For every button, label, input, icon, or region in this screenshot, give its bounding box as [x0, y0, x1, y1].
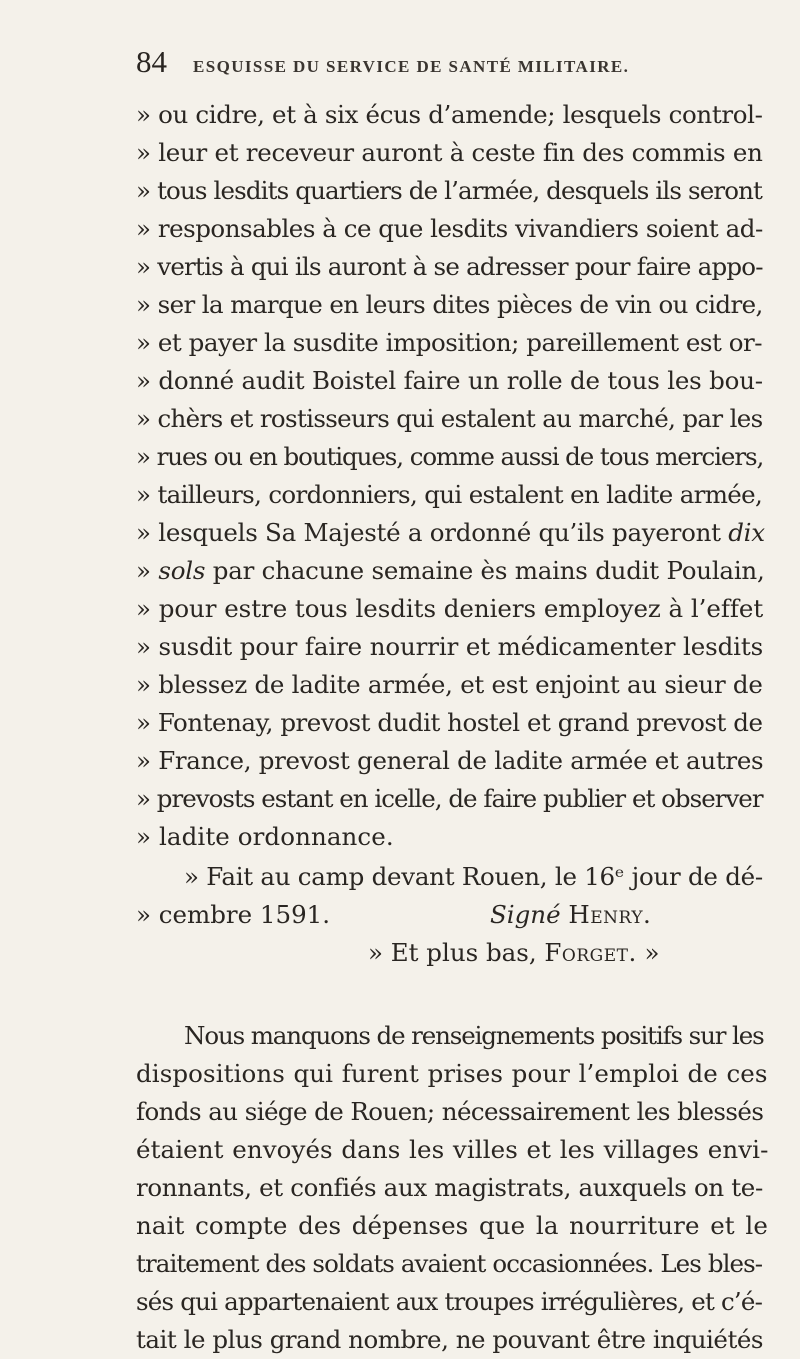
paragraph-line: fonds au siége de Rouen; nécessairement les blessés: [136, 1097, 764, 1126]
page-header: [136, 44, 629, 84]
signed-label: Signé: [490, 900, 561, 929]
paragraph-line: tait le plus grand nombre, ne pouvant être inquiétés: [136, 1325, 763, 1354]
quote-line: » ladite ordonnance.: [136, 822, 394, 851]
quote-line: » blessez de ladite armée, et est enjoint au sieur de: [136, 670, 763, 699]
quote-line: » rues ou en boutiques, comme aussi de tous merciers,: [136, 442, 764, 471]
paragraph-line: étaient envoyés dans les villes et les villages envi-: [136, 1135, 769, 1164]
quote-line: » susdit pour faire nourrir et médicamenter lesdits: [136, 632, 764, 661]
countersign-name: Forget.: [544, 938, 637, 967]
quote-line: » tailleurs, cordonniers, qui estalent en ladite armée,: [136, 480, 763, 509]
quote-line: » vertis à qui ils auront à se adresser pour faire appo-: [136, 252, 763, 281]
quote-line-text: » lesquels Sa Majesté a ordonné qu’ils payeront: [136, 518, 729, 547]
quote-line-italic: dix: [728, 518, 765, 547]
countersign-suffix: »: [636, 938, 660, 967]
closing-date: » cembre 1591.: [136, 900, 331, 929]
quote-line: » donné audit Boistel faire un rolle de tous les bou-: [136, 366, 763, 395]
quote-mark: »: [136, 556, 159, 585]
quote-line: » et payer la susdite imposition; pareillement est or-: [136, 328, 763, 357]
quote-line: [136, 552, 765, 590]
paragraph-line: Nous manquons de renseignements positifs sur les: [184, 1021, 764, 1050]
quote-line: » tous lesdits quartiers de l’armée, desquels ils seront: [136, 176, 763, 205]
paragraph-line: sés qui appartenaient aux troupes irrégulières, et c’é-: [136, 1287, 763, 1316]
quote-line: » chèrs et rostisseurs qui estalent au marché, par les: [136, 404, 763, 433]
page-number: 84: [136, 44, 167, 79]
closing-line: » Fait au camp devant Rouen, le 16ᵉ jour de dé-: [184, 862, 763, 891]
quote-line: » leur et receveur auront à ceste fin des commis en: [136, 138, 763, 167]
paragraph-line: dispositions qui furent prises pour l’emploi de ces: [136, 1059, 768, 1088]
quote-line: » Fontenay, prevost dudit hostel et grand prevost de: [136, 708, 763, 737]
signed-name: Henry.: [568, 900, 652, 929]
paragraph-line: ronnants, et confiés aux magistrats, auxquels on te-: [136, 1173, 763, 1202]
quote-line: » pour estre tous lesdits deniers employez à l’effet: [136, 594, 764, 623]
quote-line: » prevosts estant en icelle, de faire publier et observer: [136, 784, 763, 813]
signature-line: [490, 896, 651, 934]
quote-line: » ou cidre, et à six écus d’amende; lesquels control-: [136, 100, 763, 129]
paragraph-line: traitement des soldats avaient occasionnées. Les bles-: [136, 1249, 763, 1278]
running-head: ESQUISSE DU SERVICE DE SANTÉ MILITAIRE.: [193, 57, 630, 76]
quote-line: » France, prevost general de ladite armée et autres: [136, 746, 764, 775]
quote-line-text: par chacune semaine ès mains dudit Poulain,: [205, 556, 765, 585]
paragraph-line: nait compte des dépenses que la nourriture et le: [136, 1211, 768, 1240]
quote-line: » ser la marque en leurs dites pièces de vin ou cidre,: [136, 290, 763, 319]
quote-line: [136, 514, 765, 552]
countersign-prefix: » Et plus bas,: [368, 938, 545, 967]
countersign-line: [368, 934, 660, 972]
quote-line-italic: sols: [158, 556, 206, 585]
quote-line: » responsables à ce que lesdits vivandiers soient ad-: [136, 214, 763, 243]
